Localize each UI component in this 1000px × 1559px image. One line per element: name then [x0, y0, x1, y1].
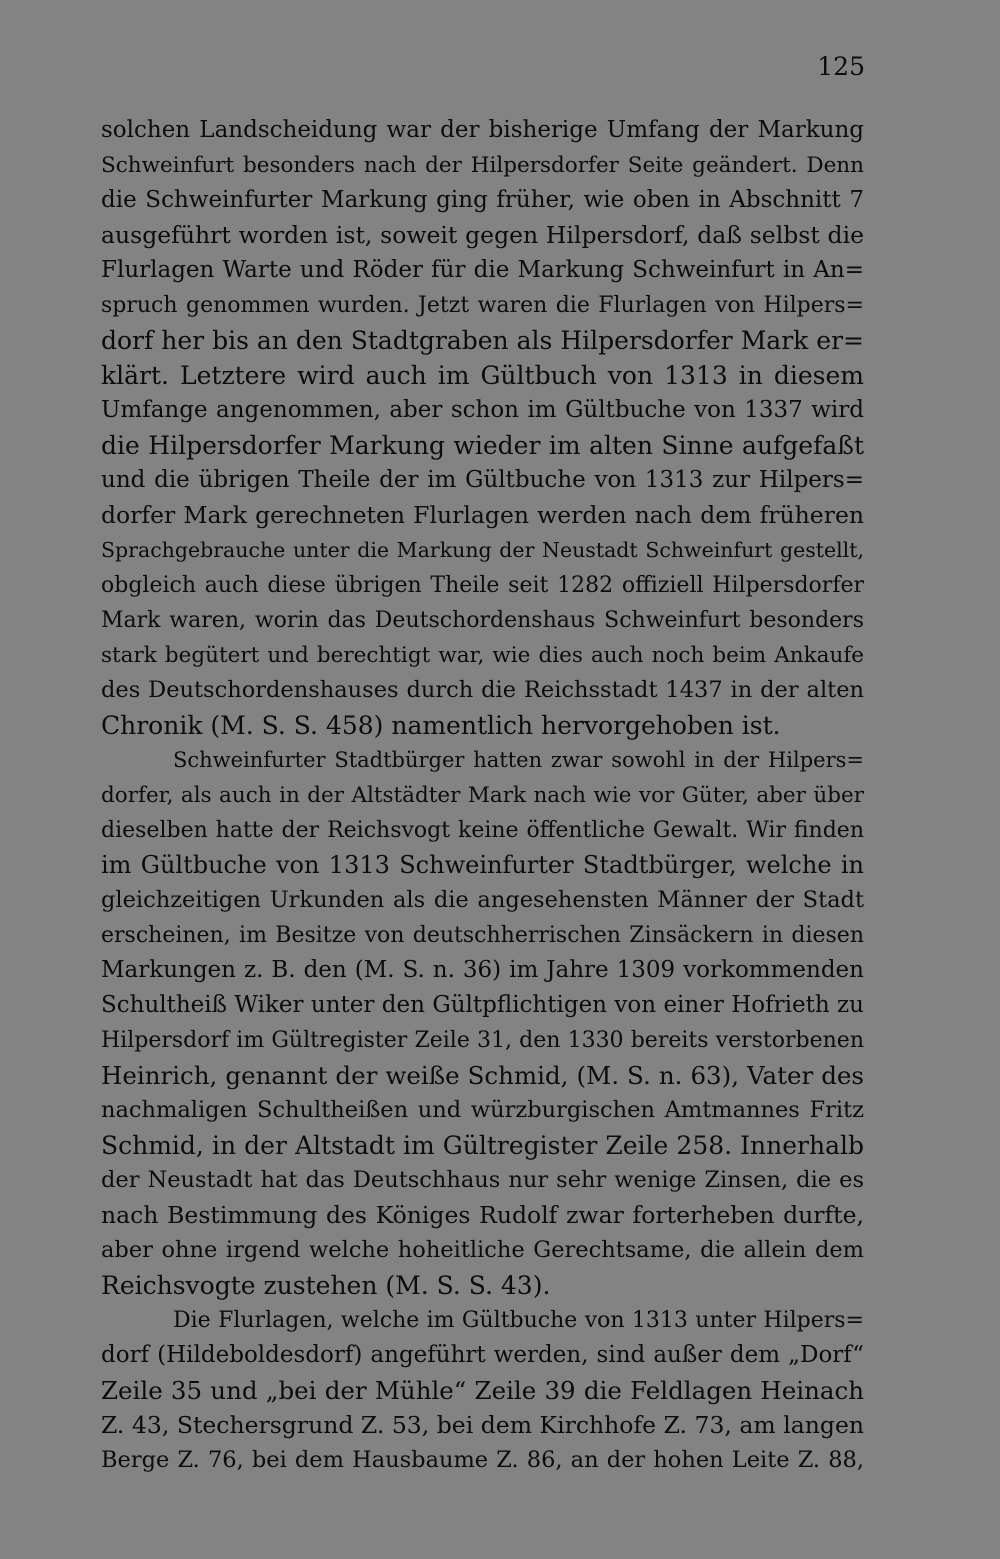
text-line: Die Flurlagen, welche im Gültbuche von 1313 unter Hilpers= [173, 1308, 864, 1333]
text-line: spruch genommen wurden. Jetzt waren die Flurlagen von Hilpers= [101, 293, 864, 318]
text-line: aber ohne irgend welche hoheitliche Gerechtsame, die allein dem [101, 1237, 864, 1263]
text-line: der Neustadt hat das Deutschhaus nur sehr wenige Zinsen, die es [101, 1167, 864, 1193]
text-line: Sprachgebrauche unter die Markung der Neustadt Schweinfurt gestellt, [101, 538, 864, 562]
text-line: solchen Landscheidung war der bisherige Umfang der Markung [101, 117, 864, 143]
text-line: Mark waren, worin das Deutschordenshaus Schweinfurt besonders [101, 608, 864, 633]
text-line: dorfer Mark gerechneten Flurlagen werden nach dem früheren [101, 501, 864, 529]
text-line: ausgeführt worden ist, soweit gegen Hilpersdorf, daß selbst die [101, 221, 864, 249]
text-line: gleichzeitigen Urkunden als die angesehensten Männer der Stadt [101, 887, 864, 913]
text-line: Umfange angenommen, aber schon im Gültbuche von 1337 wird [101, 397, 864, 423]
text-line: Flurlagen Warte und Röder für die Markung Schweinfurt in An= [101, 257, 864, 283]
text-line: nach Bestimmung des Königes Rudolf zwar forterheben durfte, [101, 1201, 864, 1229]
text-line: dorf her bis an den Stadtgraben als Hilpersdorfer Mark er= [101, 326, 864, 355]
text-line: dieselben hatte der Reichsvogt keine öffentliche Gewalt. Wir finden [101, 818, 864, 843]
text-line: klärt. Letztere wird auch im Gültbuch von 1313 in diesem [101, 361, 864, 390]
text-line: die Schweinfurter Markung ging früher, wie oben in Abschnitt 7 [101, 187, 864, 213]
text-line: dorf (Hildeboldesdorf) angeführt werden, sind außer dem „Dorf“ [101, 1342, 864, 1368]
text-line: im Gültbuche von 1313 Schweinfurter Stadtbürger, welche in [101, 851, 864, 879]
text-line: und die übrigen Theile der im Gültbuche von 1313 zur Hilpers= [101, 467, 864, 493]
text-line: Schultheiß Wiker unter den Gültpflichtigen von einer Hofrieth zu [101, 992, 864, 1018]
body-text [101, 113, 864, 1478]
text-line: Zeile 35 und „bei der Mühle“ Zeile 39 die Feldlagen Heinach [101, 1376, 864, 1405]
text-line: dorfer, als auch in der Altstädter Mark nach wie vor Güter, aber über [101, 783, 864, 808]
text-line: die Hilpersdorfer Markung wieder im alten Sinne aufgefaßt [101, 431, 864, 460]
text-line: Z. 43, Stechersgrund Z. 53, bei dem Kirchhofe Z. 73, am langen [101, 1411, 864, 1439]
text-line: Markungen z. B. den (M. S. n. 36) im Jahre 1309 vorkommenden [101, 957, 864, 983]
text-line: Chronik (M. S. S. 458) namentlich hervorgehoben ist. [101, 711, 781, 740]
text-line: erscheinen, im Besitze von deutschherrischen Zinsäckern in diesen [101, 923, 864, 948]
text-line: Schweinfurter Stadtbürger hatten zwar sowohl in der Hilpers= [173, 748, 864, 772]
text-line: stark begütert und berechtigt war, wie dies auch noch beim Ankaufe [101, 643, 864, 668]
text-line: Schmid, in der Altstadt im Gültregister Zeile 258. Innerhalb [101, 1131, 864, 1160]
text-line: nachmaligen Schultheißen und würzburgischen Amtmannes Fritz [101, 1097, 864, 1123]
text-line: obgleich auch diese übrigen Theile seit 1282 offiziell Hilpersdorfer [101, 573, 864, 598]
text-line: Hilpersdorf im Gültregister Zeile 31, den 1330 bereits verstorbenen [101, 1028, 864, 1053]
text-line: Heinrich, genannt der weiße Schmid, (M. S. n. 63), Vater des [101, 1061, 864, 1090]
text-line: Schweinfurt besonders nach der Hilpersdorfer Seite geändert. Denn [101, 153, 864, 178]
text-line: des Deutschordenshauses durch die Reichsstadt 1437 in der alten [101, 677, 864, 703]
text-line: Berge Z. 76, bei dem Hausbaume Z. 86, an der hohen Leite Z. 88, [101, 1447, 864, 1473]
page-number: 125 [817, 52, 865, 81]
text-line: Reichsvogte zustehen (M. S. S. 43). [101, 1271, 551, 1300]
